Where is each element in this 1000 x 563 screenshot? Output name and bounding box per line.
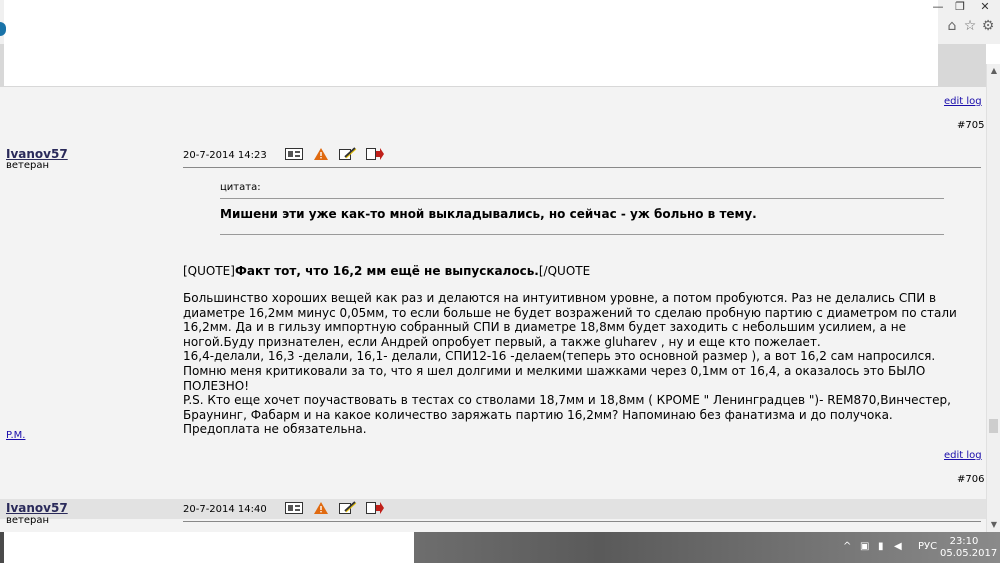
post-author[interactable]: Ivanov57 bbox=[6, 501, 68, 515]
language-indicator[interactable]: РУС bbox=[918, 541, 938, 552]
next-post-header bbox=[0, 499, 986, 519]
scroll-up-icon[interactable]: ▲ bbox=[990, 66, 998, 75]
address-area bbox=[4, 0, 938, 86]
edit-log-link[interactable]: edit log bbox=[944, 96, 982, 107]
quote-close-tag: [/QUOTE bbox=[538, 264, 591, 278]
post-author-rank: ветеран bbox=[6, 160, 50, 171]
close-icon[interactable]: ✕ bbox=[980, 0, 990, 13]
restore-icon[interactable]: ❐ bbox=[955, 0, 965, 13]
scroll-down-icon[interactable]: ▼ bbox=[990, 520, 998, 529]
quote-bold-text: Факт тот, что 16,2 мм ещё не выпускалось. bbox=[234, 264, 539, 278]
tray-expand-icon[interactable]: ^ bbox=[843, 541, 852, 552]
warning-icon[interactable] bbox=[312, 502, 330, 514]
edit-icon[interactable] bbox=[339, 147, 357, 159]
quote-top-line bbox=[220, 198, 944, 199]
home-icon[interactable]: ⌂ bbox=[947, 18, 957, 34]
reply-icon[interactable] bbox=[366, 502, 384, 514]
profile-icon[interactable] bbox=[285, 148, 303, 160]
taskbar-clock[interactable] bbox=[940, 536, 998, 560]
browser-chrome bbox=[0, 0, 1000, 44]
post-author-rank: ветеран bbox=[6, 515, 50, 526]
post-author[interactable]: Ivanov57 bbox=[6, 147, 68, 161]
edit-log-link[interactable]: edit log bbox=[944, 450, 982, 461]
reply-icon[interactable] bbox=[366, 148, 384, 160]
minimize-icon[interactable]: — bbox=[932, 0, 944, 13]
post-separator bbox=[183, 521, 981, 522]
post-body: Большинство хороших вещей как раз и делаются на интуитивном уровне, а потом пробуются. Раз не делались СПИ в диаметре 16,2мм минус 0,05мм, то если больше не будет возражений то сделаю пробную партию с диаметром по стали 16,2мм. Да и в гильзу импортную собранный СПИ в диаметре 18,8мм будет заходить с небольшим усилием, а не ногой.Буду признателен, если Андрей опробует первый, а также gluharev , ну и еще кто пожелает. 16,4-делали, 16,3 -делали, 16,1- делали, СПИ12-16 -делаем(теперь это основной размер ), а вот 16,2 сам напросился. Помню меня критиковали за то, что я шел долгими и мелкими шажками через 0,1мм от 16,4, а оказалось это БЫЛО ПОЛЕЗНО! P.S. Кто еще хочет поучаствовать в тестах со стволами 18,7мм и 18,8мм ( КРОМЕ " Ленинградцев ")- REM870,Винчестер, Браунинг, Фабарм и на какое количество заряжать партию 16,2мм? Напоминаю без фанатизма и до получока. Предоплата не обязательна. bbox=[183, 291, 957, 437]
scroll-thumb[interactable] bbox=[989, 419, 998, 433]
clock-time: 23:10 bbox=[949, 536, 979, 547]
clock-date: 05.05.2017 bbox=[940, 548, 998, 559]
quote-markup-line bbox=[183, 264, 590, 278]
post-date: 20-7-2014 14:23 bbox=[183, 150, 267, 161]
post-author-column bbox=[0, 144, 176, 499]
network-icon[interactable]: ▣ bbox=[860, 541, 870, 552]
post-date: 20-7-2014 14:40 bbox=[183, 504, 267, 515]
star-icon[interactable]: ☆ bbox=[963, 18, 977, 34]
pm-link[interactable]: P.M. bbox=[6, 430, 26, 441]
taskbar-left-area bbox=[4, 532, 414, 563]
post-separator bbox=[183, 167, 981, 168]
quote-text: Мишени эти уже как-то мной выкладывались, но сейчас - уж больно в тему. bbox=[220, 207, 757, 221]
quote-open-tag: [QUOTE] bbox=[183, 264, 235, 278]
battery-icon[interactable]: ▮ bbox=[878, 541, 884, 552]
gear-icon[interactable]: ⚙ bbox=[981, 18, 995, 34]
warning-icon[interactable] bbox=[312, 148, 330, 160]
quote-bottom-line bbox=[220, 234, 944, 235]
quote-label: цитата: bbox=[220, 182, 261, 193]
page-scrollbar[interactable] bbox=[986, 64, 1000, 532]
taskbar bbox=[0, 532, 1000, 563]
edit-icon[interactable] bbox=[339, 501, 357, 513]
post-number: #705 bbox=[957, 120, 985, 131]
post-number: #706 bbox=[957, 474, 985, 485]
profile-icon[interactable] bbox=[285, 502, 303, 514]
speaker-icon[interactable]: ◀ bbox=[894, 541, 902, 552]
